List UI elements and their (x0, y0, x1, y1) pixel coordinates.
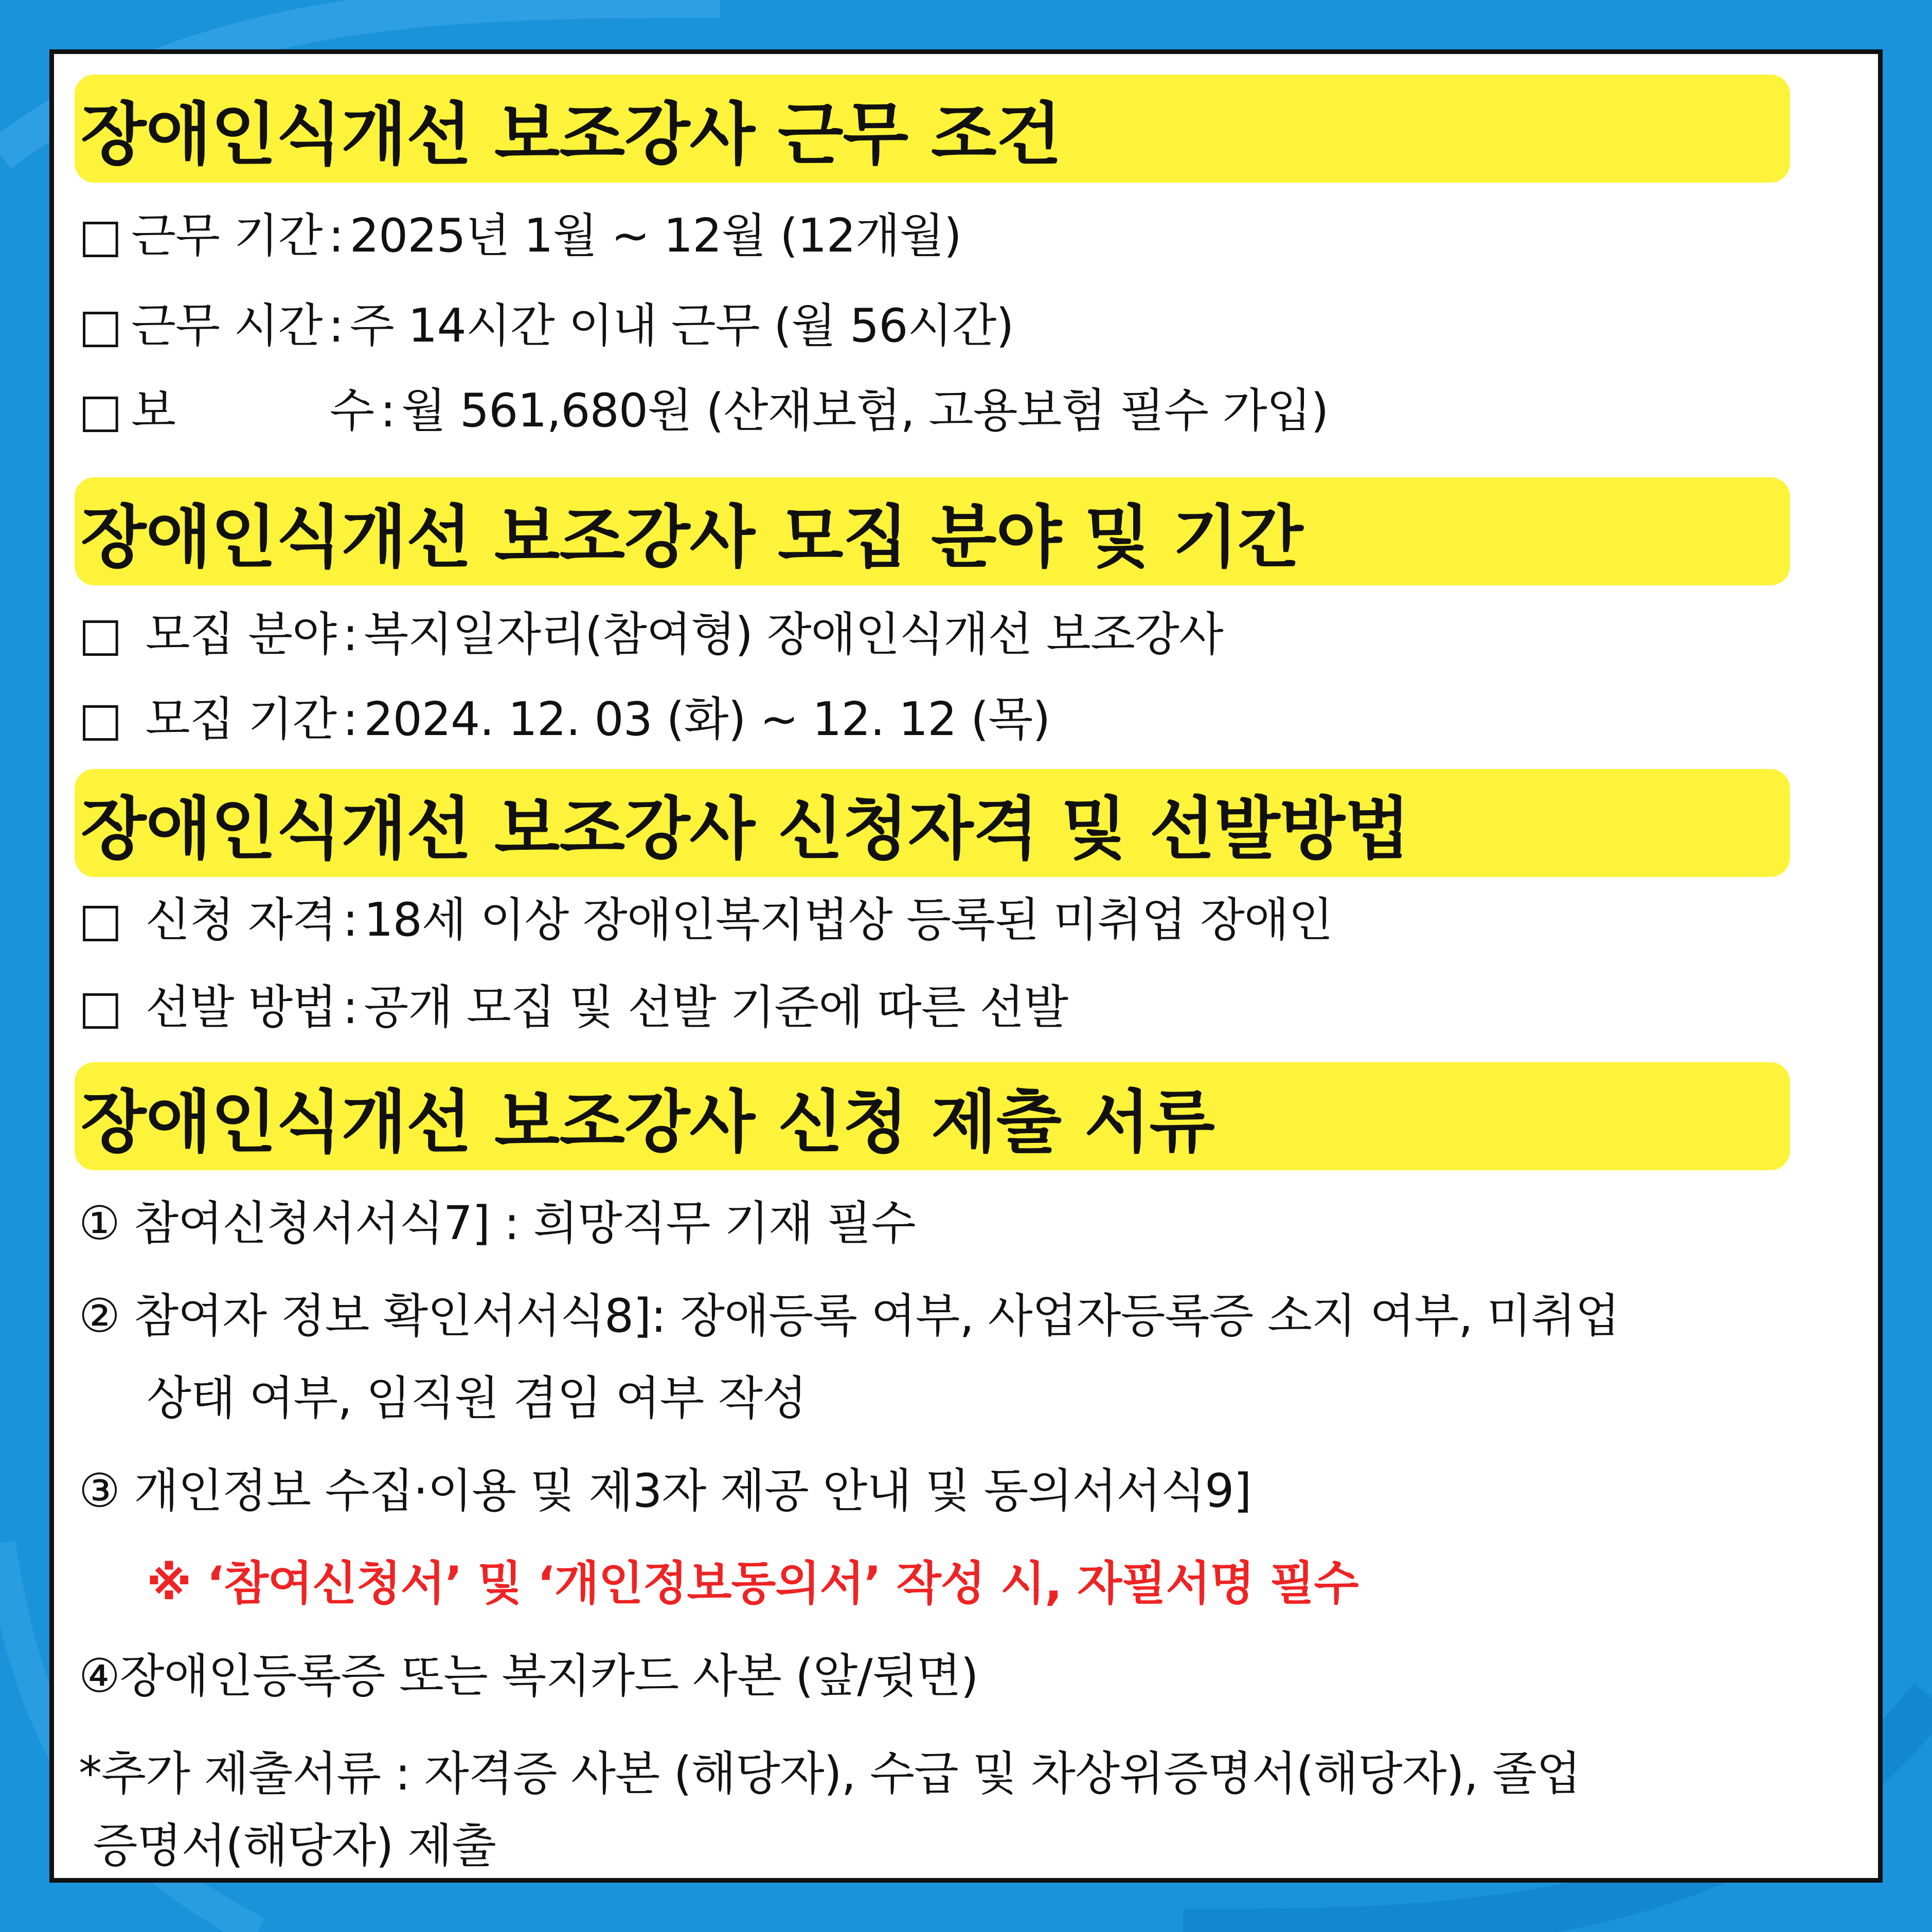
item-value: 2024. 12. 03 (화) ~ 12. 12 (목) (364, 692, 1050, 746)
section-title-work-conditions (75, 75, 1790, 183)
section-title-text: 장애인식개선 보조강사 신청 제출 서류 (81, 1083, 1215, 1162)
doc-item-3: ③ 개인정보 수집·이용 및 제3자 제공 안내 및 동의서서식9] (79, 1464, 1251, 1518)
item-label: 근무 기간 (131, 209, 323, 263)
item-recruit-field: □ 모집 분야 : 복지일자리(참여형) 장애인식개선 보조강사 (79, 607, 1223, 661)
checkbox-icon: □ (79, 299, 122, 353)
section-title-recruitment (75, 477, 1790, 585)
item-label: 선발 방법 (145, 980, 337, 1034)
doc-item-4: ④장애인등록증 또는 복지카드 사본 (앞/뒷면) (79, 1649, 978, 1703)
doc-item-2-cont: 상태 여부, 임직원 겸임 여부 작성 (147, 1371, 807, 1425)
item-selection: □ 선발 방법 : 공개 모집 및 선발 기준에 따른 선발 (79, 980, 1068, 1034)
item-label: 모집 분야 (145, 607, 337, 661)
checkbox-icon: □ (79, 980, 122, 1034)
item-work-hours: □ 근무 시간 : 주 14시간 이내 근무 (월 56시간) (79, 299, 1014, 353)
extra-docs: *추가 제출서류 : 자격증 사본 (해당자), 수급 및 차상위증명서(해당자), 졸업 (79, 1747, 1581, 1801)
checkbox-icon: □ (79, 209, 122, 263)
item-value: 공개 모집 및 선발 기준에 따른 선발 (364, 980, 1068, 1034)
item-eligibility: □ 신청 자격 : 18세 이상 장애인복지법상 등록된 미취업 장애인 (79, 893, 1333, 947)
section-title-text: 장애인식개선 보조강사 신청자격 및 선발방법 (81, 790, 1410, 869)
item-value: 18세 이상 장애인복지법상 등록된 미취업 장애인 (364, 893, 1333, 947)
section-title-documents (75, 1062, 1790, 1170)
extra-docs-cont: 증명서(해당자) 제출 (79, 1819, 496, 1873)
item-recruit-period: □ 모집 기간 : 2024. 12. 03 (화) ~ 12. 12 (목) (79, 692, 1050, 746)
section-title-text: 장애인식개선 보조강사 근무 조건 (81, 95, 1062, 174)
item-value: 2025년 1월 ~ 12월 (12개월) (349, 209, 961, 263)
item-label: 신청 자격 (145, 893, 337, 947)
section-title-text: 장애인식개선 보조강사 모집 분야 및 기간 (81, 498, 1303, 577)
item-label: 모집 기간 (145, 692, 337, 746)
checkbox-icon: □ (79, 384, 122, 438)
info-card (49, 49, 1883, 1883)
section-title-eligibility (75, 769, 1790, 877)
item-work-period: □ 근무 기간 : 2025년 1월 ~ 12월 (12개월) (79, 209, 961, 263)
item-label-a: 보 (131, 384, 175, 438)
item-label-b: 수 (330, 384, 374, 438)
item-label: 근무 시간 (131, 299, 323, 353)
doc-item-1: ① 참여신청서서식7] : 희망직무 기재 필수 (79, 1196, 916, 1250)
doc-item-2: ② 참여자 정보 확인서서식8]: 장애등록 여부, 사업자등록증 소지 여부, 미취업 (79, 1289, 1620, 1343)
checkbox-icon: □ (79, 692, 122, 746)
signature-notice: ※ ‘참여신청서’ 및 ‘개인정보동의서’ 작성 시, 자필서명 필수 (147, 1557, 1358, 1611)
checkbox-icon: □ (79, 893, 122, 947)
item-value: 월 561,680원 (산재보험, 고용보험 필수 가입) (401, 384, 1329, 438)
item-value: 주 14시간 이내 근무 (월 56시간) (349, 299, 1014, 353)
item-pay: □ 보 수 : 월 561,680원 (산재보험, 고용보험 필수 가입) (79, 384, 1329, 438)
checkbox-icon: □ (79, 607, 122, 661)
item-value: 복지일자리(참여형) 장애인식개선 보조강사 (364, 607, 1223, 661)
